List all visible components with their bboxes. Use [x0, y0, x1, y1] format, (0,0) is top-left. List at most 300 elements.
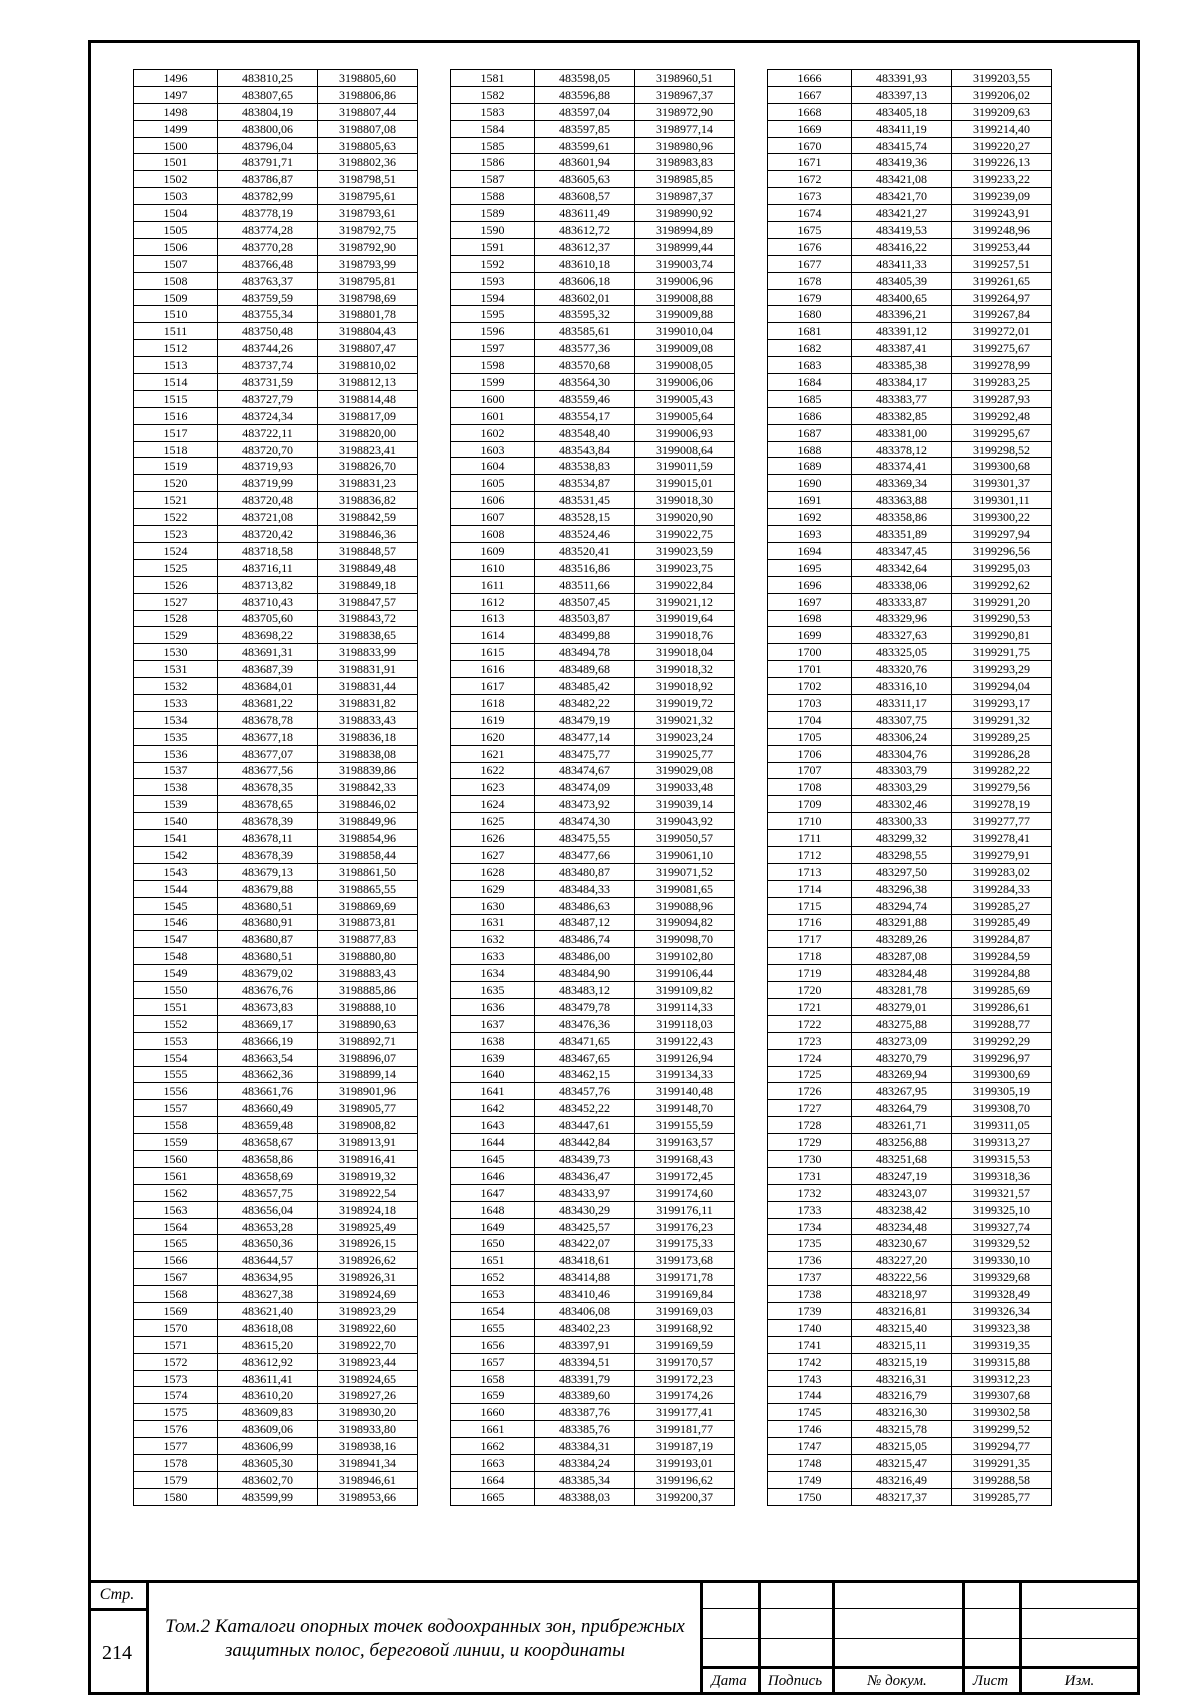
x-coordinate-cell: 483419,53: [852, 222, 952, 239]
point-number-cell: 1669: [768, 120, 852, 137]
point-number-cell: 1617: [451, 678, 535, 695]
table-row: [134, 1015, 418, 1032]
point-number-cell: 1560: [134, 1151, 218, 1168]
table-row: [134, 745, 418, 762]
y-coordinate-cell: 3199187,19: [635, 1438, 735, 1455]
y-coordinate-cell: 3199220,27: [952, 137, 1052, 154]
point-number-cell: 1646: [451, 1167, 535, 1184]
y-coordinate-cell: 3198926,62: [318, 1252, 418, 1269]
y-coordinate-cell: 3199023,75: [635, 559, 735, 576]
x-coordinate-cell: 483281,78: [852, 982, 952, 999]
x-coordinate-cell: 483720,42: [218, 526, 318, 543]
table-row: [134, 1218, 418, 1235]
x-coordinate-cell: 483634,95: [218, 1269, 318, 1286]
page-cell-divider: [146, 1580, 149, 1695]
y-coordinate-cell: 3199327,74: [952, 1218, 1052, 1235]
point-number-cell: 1505: [134, 222, 218, 239]
x-coordinate-cell: 483269,94: [852, 1066, 952, 1083]
point-number-cell: 1692: [768, 509, 852, 526]
x-coordinate-cell: 483382,85: [852, 407, 952, 424]
table-row: [768, 70, 1052, 87]
point-number-cell: 1626: [451, 830, 535, 847]
point-number-cell: 1633: [451, 948, 535, 965]
point-number-cell: 1643: [451, 1117, 535, 1134]
table-row: [768, 509, 1052, 526]
table-row: [451, 661, 735, 678]
y-coordinate-cell: 3198985,85: [635, 171, 735, 188]
table-row: [134, 1252, 418, 1269]
x-coordinate-cell: 483215,11: [852, 1336, 952, 1353]
table-row: [768, 1201, 1052, 1218]
y-coordinate-cell: 3199193,01: [635, 1455, 735, 1472]
table-row: [451, 1167, 735, 1184]
x-coordinate-cell: 483474,67: [535, 762, 635, 779]
y-coordinate-cell: 3199173,68: [635, 1252, 735, 1269]
table-row: [768, 1184, 1052, 1201]
y-coordinate-cell: 3198933,80: [318, 1421, 418, 1438]
table-row: [134, 205, 418, 222]
table-row: [134, 1421, 418, 1438]
x-coordinate-cell: 483234,48: [852, 1218, 952, 1235]
y-coordinate-cell: 3198880,80: [318, 948, 418, 965]
table-row: [451, 222, 735, 239]
x-coordinate-cell: 483605,63: [535, 171, 635, 188]
y-coordinate-cell: 3198833,99: [318, 644, 418, 661]
point-number-cell: 1527: [134, 593, 218, 610]
x-coordinate-cell: 483394,51: [535, 1353, 635, 1370]
coordinates-table-2: [450, 69, 735, 1506]
x-coordinate-cell: 483612,92: [218, 1353, 318, 1370]
table-row: [134, 1066, 418, 1083]
y-coordinate-cell: 3199018,76: [635, 627, 735, 644]
point-number-cell: 1534: [134, 711, 218, 728]
point-number-cell: 1682: [768, 340, 852, 357]
point-number-cell: 1694: [768, 542, 852, 559]
table-row: [134, 1319, 418, 1336]
document-number-header: № докум.: [867, 1673, 927, 1689]
y-coordinate-cell: 3198849,18: [318, 576, 418, 593]
table-row: [134, 1353, 418, 1370]
point-number-cell: 1517: [134, 424, 218, 441]
x-coordinate-cell: 483763,37: [218, 272, 318, 289]
y-coordinate-cell: 3199175,33: [635, 1235, 735, 1252]
table-row: [768, 846, 1052, 863]
point-number-cell: 1554: [134, 1049, 218, 1066]
y-coordinate-cell: 3198807,44: [318, 103, 418, 120]
table-row: [134, 1455, 418, 1472]
point-number-cell: 1584: [451, 120, 535, 137]
x-coordinate-cell: 483311,17: [852, 694, 952, 711]
point-number-cell: 1625: [451, 813, 535, 830]
table-row: [134, 813, 418, 830]
point-number-cell: 1676: [768, 238, 852, 255]
table-row: [134, 948, 418, 965]
y-coordinate-cell: 3199118,03: [635, 1015, 735, 1032]
x-coordinate-cell: 483333,87: [852, 593, 952, 610]
x-coordinate-cell: 483476,36: [535, 1015, 635, 1032]
table-row: [134, 222, 418, 239]
x-coordinate-cell: 483216,79: [852, 1387, 952, 1404]
x-coordinate-cell: 483284,48: [852, 965, 952, 982]
point-number-cell: 1621: [451, 745, 535, 762]
grid-rule-1: [700, 1608, 1140, 1609]
x-coordinate-cell: 483391,93: [852, 70, 952, 87]
x-coordinate-cell: 483724,34: [218, 407, 318, 424]
table-row: [768, 424, 1052, 441]
point-number-cell: 1678: [768, 272, 852, 289]
table-row: [134, 593, 418, 610]
y-coordinate-cell: 3199006,96: [635, 272, 735, 289]
point-number-cell: 1647: [451, 1184, 535, 1201]
y-coordinate-cell: 3198890,63: [318, 1015, 418, 1032]
point-number-cell: 1712: [768, 846, 852, 863]
point-number-cell: 1566: [134, 1252, 218, 1269]
x-coordinate-cell: 483744,26: [218, 340, 318, 357]
table-row: [134, 542, 418, 559]
table-row: [768, 863, 1052, 880]
point-number-cell: 1719: [768, 965, 852, 982]
x-coordinate-cell: 483719,99: [218, 475, 318, 492]
table-row: [134, 661, 418, 678]
x-coordinate-cell: 483279,01: [852, 998, 952, 1015]
y-coordinate-cell: 3198972,90: [635, 103, 735, 120]
point-number-cell: 1636: [451, 998, 535, 1015]
point-number-cell: 1648: [451, 1201, 535, 1218]
y-coordinate-cell: 3199284,33: [952, 880, 1052, 897]
point-number-cell: 1735: [768, 1235, 852, 1252]
y-coordinate-cell: 3198938,16: [318, 1438, 418, 1455]
point-number-cell: 1573: [134, 1370, 218, 1387]
x-coordinate-cell: 483710,43: [218, 593, 318, 610]
table-row: [134, 120, 418, 137]
table-row: [451, 424, 735, 441]
y-coordinate-cell: 3199278,41: [952, 830, 1052, 847]
y-coordinate-cell: 3199018,32: [635, 661, 735, 678]
table-row: [451, 1117, 735, 1134]
x-coordinate-cell: 483800,06: [218, 120, 318, 137]
table-row: [134, 1336, 418, 1353]
table-row: [451, 880, 735, 897]
page-number: 214: [102, 1642, 132, 1664]
x-coordinate-cell: 483737,74: [218, 357, 318, 374]
point-number-cell: 1556: [134, 1083, 218, 1100]
table-row: [768, 306, 1052, 323]
point-number-cell: 1544: [134, 880, 218, 897]
x-coordinate-cell: 483447,61: [535, 1117, 635, 1134]
x-coordinate-cell: 483483,12: [535, 982, 635, 999]
x-coordinate-cell: 483473,92: [535, 796, 635, 813]
point-number-cell: 1731: [768, 1167, 852, 1184]
x-coordinate-cell: 483658,69: [218, 1167, 318, 1184]
point-number-cell: 1711: [768, 830, 852, 847]
y-coordinate-cell: 3199168,92: [635, 1319, 735, 1336]
y-coordinate-cell: 3199214,40: [952, 120, 1052, 137]
x-coordinate-cell: 483606,99: [218, 1438, 318, 1455]
y-coordinate-cell: 3199283,25: [952, 374, 1052, 391]
y-coordinate-cell: 3198792,75: [318, 222, 418, 239]
point-number-cell: 1734: [768, 1218, 852, 1235]
point-number-cell: 1572: [134, 1353, 218, 1370]
table-row: [451, 1286, 735, 1303]
y-coordinate-cell: 3198793,61: [318, 205, 418, 222]
y-coordinate-cell: 3199248,96: [952, 222, 1052, 239]
x-coordinate-cell: 483489,68: [535, 661, 635, 678]
x-coordinate-cell: 483303,79: [852, 762, 952, 779]
y-coordinate-cell: 3199029,08: [635, 762, 735, 779]
y-coordinate-cell: 3199288,77: [952, 1015, 1052, 1032]
point-number-cell: 1588: [451, 188, 535, 205]
table-row: [134, 1083, 418, 1100]
x-coordinate-cell: 483347,45: [852, 542, 952, 559]
point-number-cell: 1529: [134, 627, 218, 644]
x-coordinate-cell: 483597,85: [535, 120, 635, 137]
y-coordinate-cell: 3198873,81: [318, 914, 418, 931]
y-coordinate-cell: 3199278,99: [952, 357, 1052, 374]
point-number-cell: 1681: [768, 323, 852, 340]
x-coordinate-cell: 483660,49: [218, 1100, 318, 1117]
point-number-cell: 1561: [134, 1167, 218, 1184]
table-row: [134, 255, 418, 272]
point-number-cell: 1723: [768, 1032, 852, 1049]
point-number-cell: 1577: [134, 1438, 218, 1455]
table-row: [768, 1134, 1052, 1151]
table-row: [451, 728, 735, 745]
table-row: [768, 1421, 1052, 1438]
point-number-cell: 1703: [768, 694, 852, 711]
point-number-cell: 1537: [134, 762, 218, 779]
y-coordinate-cell: 3199285,69: [952, 982, 1052, 999]
y-coordinate-cell: 3198861,50: [318, 863, 418, 880]
y-coordinate-cell: 3199275,67: [952, 340, 1052, 357]
point-number-cell: 1508: [134, 272, 218, 289]
y-coordinate-cell: 3199174,60: [635, 1184, 735, 1201]
point-number-cell: 1737: [768, 1269, 852, 1286]
point-number-cell: 1530: [134, 644, 218, 661]
x-coordinate-cell: 483524,46: [535, 526, 635, 543]
y-coordinate-cell: 3198883,43: [318, 965, 418, 982]
point-number-cell: 1749: [768, 1471, 852, 1488]
x-coordinate-cell: 483609,06: [218, 1421, 318, 1438]
y-coordinate-cell: 3198913,91: [318, 1134, 418, 1151]
point-number-cell: 1650: [451, 1235, 535, 1252]
x-coordinate-cell: 483570,68: [535, 357, 635, 374]
x-coordinate-cell: 483677,07: [218, 745, 318, 762]
x-coordinate-cell: 483534,87: [535, 475, 635, 492]
point-number-cell: 1630: [451, 897, 535, 914]
y-coordinate-cell: 3198798,51: [318, 171, 418, 188]
point-number-cell: 1608: [451, 526, 535, 543]
x-coordinate-cell: 483673,83: [218, 998, 318, 1015]
y-coordinate-cell: 3198831,82: [318, 694, 418, 711]
x-coordinate-cell: 483484,90: [535, 965, 635, 982]
table-row: [768, 1303, 1052, 1320]
point-number-cell: 1615: [451, 644, 535, 661]
table-row: [451, 678, 735, 695]
point-number-cell: 1497: [134, 86, 218, 103]
point-number-cell: 1589: [451, 205, 535, 222]
table-row: [134, 458, 418, 475]
point-number-cell: 1666: [768, 70, 852, 87]
point-number-cell: 1610: [451, 559, 535, 576]
table-row: [768, 661, 1052, 678]
y-coordinate-cell: 3199106,44: [635, 965, 735, 982]
x-coordinate-cell: 483678,11: [218, 830, 318, 847]
table-row: [134, 1235, 418, 1252]
table-row: [451, 796, 735, 813]
table-row: [768, 982, 1052, 999]
y-coordinate-cell: 3199018,92: [635, 678, 735, 695]
x-coordinate-cell: 483391,79: [535, 1370, 635, 1387]
y-coordinate-cell: 3198838,65: [318, 627, 418, 644]
table-row: [768, 1353, 1052, 1370]
y-coordinate-cell: 3198820,00: [318, 424, 418, 441]
y-coordinate-cell: 3199148,70: [635, 1100, 735, 1117]
point-number-cell: 1595: [451, 306, 535, 323]
table-row: [768, 458, 1052, 475]
y-coordinate-cell: 3199323,38: [952, 1319, 1052, 1336]
x-coordinate-cell: 483325,05: [852, 644, 952, 661]
table-row: [768, 880, 1052, 897]
x-coordinate-cell: 483430,29: [535, 1201, 635, 1218]
x-coordinate-cell: 483487,12: [535, 914, 635, 931]
table-row: [451, 1387, 735, 1404]
x-coordinate-cell: 483462,15: [535, 1066, 635, 1083]
x-coordinate-cell: 483486,00: [535, 948, 635, 965]
table-row: [768, 610, 1052, 627]
y-coordinate-cell: 3199301,37: [952, 475, 1052, 492]
point-number-cell: 1619: [451, 711, 535, 728]
x-coordinate-cell: 483287,08: [852, 948, 952, 965]
y-coordinate-cell: 3199290,81: [952, 627, 1052, 644]
y-coordinate-cell: 3199305,19: [952, 1083, 1052, 1100]
point-number-cell: 1679: [768, 289, 852, 306]
x-coordinate-cell: 483243,07: [852, 1184, 952, 1201]
point-number-cell: 1640: [451, 1066, 535, 1083]
y-coordinate-cell: 3199325,10: [952, 1201, 1052, 1218]
table-row: [134, 171, 418, 188]
table-row: [768, 205, 1052, 222]
x-coordinate-cell: 483421,08: [852, 171, 952, 188]
x-coordinate-cell: 483415,74: [852, 137, 952, 154]
table-row: [451, 627, 735, 644]
y-coordinate-cell: 3198877,83: [318, 931, 418, 948]
y-coordinate-cell: 3199279,56: [952, 779, 1052, 796]
y-coordinate-cell: 3199294,04: [952, 678, 1052, 695]
y-coordinate-cell: 3199292,62: [952, 576, 1052, 593]
y-coordinate-cell: 3198925,49: [318, 1218, 418, 1235]
x-coordinate-cell: 483653,28: [218, 1218, 318, 1235]
y-coordinate-cell: 3198987,37: [635, 188, 735, 205]
point-number-cell: 1653: [451, 1286, 535, 1303]
point-number-cell: 1563: [134, 1201, 218, 1218]
x-coordinate-cell: 483804,19: [218, 103, 318, 120]
y-coordinate-cell: 3199308,70: [952, 1100, 1052, 1117]
point-number-cell: 1718: [768, 948, 852, 965]
table-row: [134, 424, 418, 441]
point-number-cell: 1558: [134, 1117, 218, 1134]
point-number-cell: 1690: [768, 475, 852, 492]
point-number-cell: 1599: [451, 374, 535, 391]
signature-header: Подпись: [767, 1673, 823, 1689]
point-number-cell: 1606: [451, 492, 535, 509]
point-number-cell: 1557: [134, 1100, 218, 1117]
y-coordinate-cell: 3199295,67: [952, 424, 1052, 441]
point-number-cell: 1748: [768, 1455, 852, 1472]
point-number-cell: 1672: [768, 171, 852, 188]
x-coordinate-cell: 483755,34: [218, 306, 318, 323]
y-coordinate-cell: 3199294,77: [952, 1438, 1052, 1455]
table-row: [768, 1438, 1052, 1455]
table-row: [768, 1370, 1052, 1387]
y-coordinate-cell: 3198892,71: [318, 1032, 418, 1049]
coordinates-table-1: [133, 69, 418, 1506]
table-row: [451, 914, 735, 931]
y-coordinate-cell: 3198927,26: [318, 1387, 418, 1404]
y-coordinate-cell: 3199302,58: [952, 1404, 1052, 1421]
x-coordinate-cell: 483291,88: [852, 914, 952, 931]
x-coordinate-cell: 483650,36: [218, 1235, 318, 1252]
table-row: [768, 238, 1052, 255]
point-number-cell: 1521: [134, 492, 218, 509]
point-number-cell: 1555: [134, 1066, 218, 1083]
y-coordinate-cell: 3198858,44: [318, 846, 418, 863]
y-coordinate-cell: 3199267,84: [952, 306, 1052, 323]
x-coordinate-cell: 483477,66: [535, 846, 635, 863]
x-coordinate-cell: 483422,07: [535, 1235, 635, 1252]
point-number-cell: 1620: [451, 728, 535, 745]
point-number-cell: 1609: [451, 542, 535, 559]
x-coordinate-cell: 483218,97: [852, 1286, 952, 1303]
table-row: [134, 390, 418, 407]
point-number-cell: 1526: [134, 576, 218, 593]
table-row: [451, 1269, 735, 1286]
table-row: [451, 1438, 735, 1455]
point-number-cell: 1688: [768, 441, 852, 458]
point-number-cell: 1706: [768, 745, 852, 762]
x-coordinate-cell: 483766,48: [218, 255, 318, 272]
table-row: [134, 678, 418, 695]
y-coordinate-cell: 3198812,13: [318, 374, 418, 391]
x-coordinate-cell: 483303,29: [852, 779, 952, 796]
point-number-cell: 1502: [134, 171, 218, 188]
point-number-cell: 1727: [768, 1100, 852, 1117]
table-row: [451, 1134, 735, 1151]
table-row: [768, 1066, 1052, 1083]
table-row: [768, 492, 1052, 509]
table-row: [451, 205, 735, 222]
x-coordinate-cell: 483720,70: [218, 441, 318, 458]
table-row: [768, 813, 1052, 830]
table-row: [768, 1167, 1052, 1184]
table-row: [768, 441, 1052, 458]
x-coordinate-cell: 483384,24: [535, 1455, 635, 1472]
table-row: [768, 1083, 1052, 1100]
x-coordinate-cell: 483663,54: [218, 1049, 318, 1066]
table-row: [768, 171, 1052, 188]
x-coordinate-cell: 483388,03: [535, 1488, 635, 1505]
y-coordinate-cell: 3199291,20: [952, 593, 1052, 610]
table-row: [768, 762, 1052, 779]
x-coordinate-cell: 483238,42: [852, 1201, 952, 1218]
point-number-cell: 1663: [451, 1455, 535, 1472]
y-coordinate-cell: 3199088,96: [635, 897, 735, 914]
y-coordinate-cell: 3199196,62: [635, 1471, 735, 1488]
point-number-cell: 1596: [451, 323, 535, 340]
table-row: [134, 1151, 418, 1168]
y-coordinate-cell: 3199261,65: [952, 272, 1052, 289]
y-coordinate-cell: 3199243,91: [952, 205, 1052, 222]
table-row: [134, 1471, 418, 1488]
